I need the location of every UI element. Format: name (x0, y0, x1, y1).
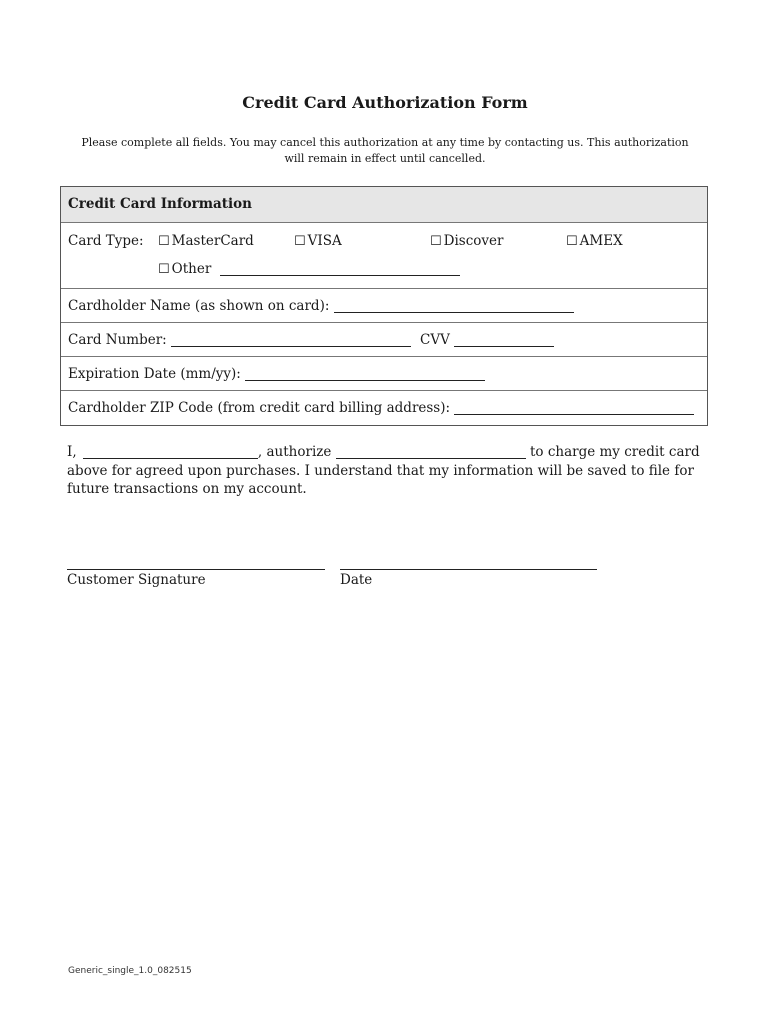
expiration-field[interactable] (245, 366, 485, 381)
card-number-label: Card Number: (68, 332, 167, 348)
checkbox-icon[interactable]: ☐ (566, 234, 578, 249)
form-version-code: Generic_single_1.0_082515 (68, 966, 192, 976)
discover-label: Discover (443, 233, 504, 249)
merchant-name-field[interactable] (336, 444, 526, 459)
page-title: Credit Card Authorization Form (242, 93, 528, 112)
customer-name-field[interactable] (83, 444, 258, 459)
visa-label: VISA (307, 233, 342, 249)
card-info-table (60, 186, 708, 426)
date-label: Date (340, 572, 373, 588)
cvv-label: CVV (420, 332, 450, 348)
amex-option[interactable] (566, 233, 623, 249)
cvv-group (420, 323, 554, 357)
customer-signature-line[interactable] (67, 569, 325, 570)
other-label: Other (171, 261, 212, 277)
zip-row (61, 390, 707, 425)
cardholder-name-label: Cardholder Name (as shown on card): (68, 298, 330, 314)
checkbox-icon[interactable]: ☐ (158, 262, 170, 277)
other-option[interactable] (158, 261, 460, 277)
zip-field[interactable] (454, 400, 694, 415)
cardholder-name-row (61, 288, 707, 322)
cvv-field[interactable] (454, 332, 554, 347)
card-info-header: Credit Card Information (61, 187, 707, 222)
auth-text-2: , authorize (257, 444, 332, 460)
amex-label: AMEX (579, 233, 623, 249)
mastercard-label: MasterCard (171, 233, 254, 249)
expiration-label: Expiration Date (mm/yy): (68, 366, 241, 382)
checkbox-icon[interactable]: ☐ (430, 234, 442, 249)
other-card-type-field[interactable] (220, 261, 460, 276)
zip-label: Cardholder ZIP Code (from credit card billing address): (68, 400, 451, 416)
checkbox-icon[interactable]: ☐ (294, 234, 306, 249)
card-type-label: Card Type: (68, 233, 144, 249)
expiration-row (61, 356, 707, 390)
cardholder-name-field[interactable] (334, 298, 574, 313)
card-type-row (61, 222, 707, 288)
visa-option[interactable] (294, 233, 342, 249)
auth-text-3: to charge my credit card above for agreed upon purchases. I understand that my information will be saved to file for future transactions on my account. (67, 444, 700, 497)
customer-signature-label: Customer Signature (67, 572, 206, 588)
card-number-field[interactable] (171, 332, 411, 347)
card-number-row (61, 322, 707, 356)
auth-text-1: I, (67, 444, 77, 460)
mastercard-option[interactable] (158, 233, 254, 249)
intro-text: Please complete all fields. You may cancel this authorization at any time by contacting us. This authorization will remain in effect until cancelled. (81, 136, 689, 165)
authorization-statement (67, 443, 707, 499)
date-line[interactable] (340, 569, 597, 570)
discover-option[interactable] (430, 233, 503, 249)
checkbox-icon[interactable]: ☐ (158, 234, 170, 249)
